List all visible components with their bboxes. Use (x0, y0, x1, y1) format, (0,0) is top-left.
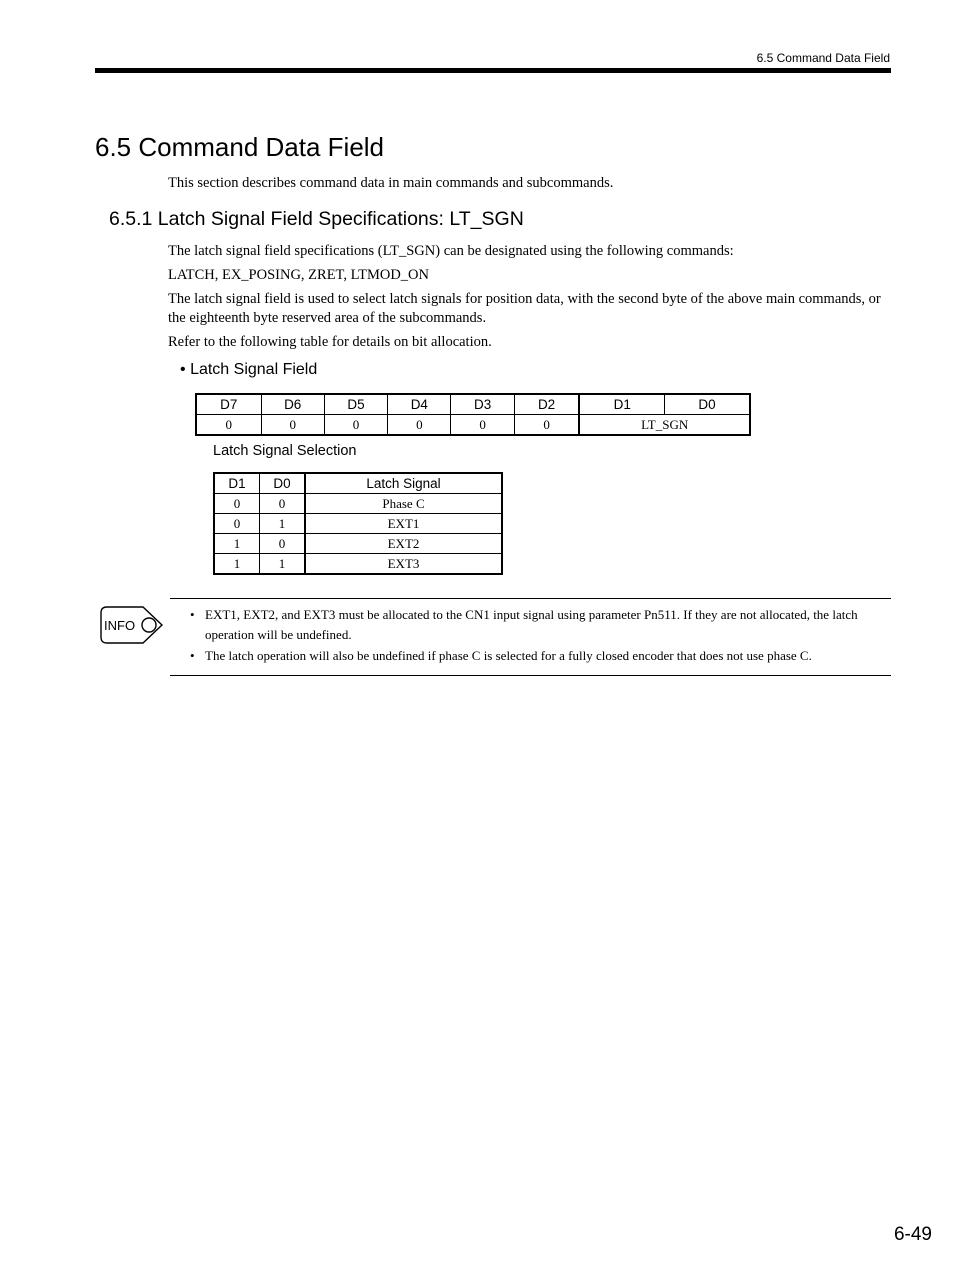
d1-cell: 0 (214, 514, 260, 534)
info-note-text: EXT1, EXT2, and EXT3 must be allocated to the CN1 input signal using parameter Pn511. If they are not allocated, the latch operation will be undefined. (205, 607, 858, 642)
bit-header-row (196, 394, 750, 415)
d0-cell: 0 (260, 534, 306, 554)
table-row (214, 554, 502, 575)
latch-field-heading-text: Latch Signal Field (190, 361, 318, 378)
latch-signal-cell: EXT1 (305, 514, 502, 534)
latch-field-heading (180, 361, 317, 379)
info-notes (190, 605, 890, 667)
page-number: 6-49 (893, 1224, 932, 1245)
paragraph-commands-intro: The latch signal field specifications (LT_SGN) can be designated using the following commands: (168, 243, 734, 259)
paragraph-latch-description: The latch signal field is used to select latch signals for position data, with the second byte of the above main commands, or the eighteenth byte reserved area of the subcommands. (168, 291, 881, 326)
info-note-text: The latch operation will also be undefined if phase C is selected for a fully closed encoder that does not use phase C. (205, 648, 812, 663)
d0-cell: 1 (260, 514, 306, 534)
list-item (190, 646, 890, 666)
table-row (214, 534, 502, 554)
list-item (190, 605, 890, 645)
bit-header-cell: D7 (196, 394, 261, 415)
bit-value-cell: 0 (324, 415, 387, 436)
running-header: 6.5 Command Data Field (756, 51, 890, 65)
bit-header-cell: D4 (388, 394, 451, 415)
latch-signal-selection-table (213, 472, 503, 575)
subsection-title: 6.5.1 Latch Signal Field Specifications: LT_SGN (109, 208, 524, 230)
paragraph-command-list: LATCH, EX_POSING, ZRET, LTMOD_ON (168, 267, 429, 283)
table-row (214, 494, 502, 514)
selection-header-cell: D1 (214, 473, 260, 494)
d1-cell: 1 (214, 554, 260, 575)
bit-value-cell: 0 (388, 415, 451, 436)
bit-value-cell: 0 (261, 415, 324, 436)
selection-header-cell: Latch Signal (305, 473, 502, 494)
latch-selection-caption: Latch Signal Selection (213, 443, 357, 459)
bullet: • (180, 361, 186, 378)
header-rule (95, 68, 891, 73)
d1-cell: 1 (214, 534, 260, 554)
bit-header-cell: D3 (451, 394, 514, 415)
bit-header-cell: D6 (261, 394, 324, 415)
bullet: • (190, 648, 195, 663)
info-top-rule (170, 598, 891, 599)
latch-signal-cell: EXT2 (305, 534, 502, 554)
bit-header-cell: D2 (514, 394, 579, 415)
bit-header-cell: D1 (579, 394, 664, 415)
d1-cell: 0 (214, 494, 260, 514)
section-title: 6.5 Command Data Field (95, 132, 385, 162)
paragraph-table-reference: Refer to the following table for details on bit allocation. (168, 334, 492, 350)
bit-value-row (196, 415, 750, 436)
d0-cell: 1 (260, 554, 306, 575)
selection-header-cell: D0 (260, 473, 306, 494)
info-icon-label: INFO (104, 618, 136, 633)
bit-value-cell: 0 (196, 415, 261, 436)
lt-sgn-cell: LT_SGN (579, 415, 750, 436)
bit-value-cell: 0 (514, 415, 579, 436)
info-bottom-rule (170, 675, 891, 676)
section-intro: This section describes command data in main commands and subcommands. (168, 175, 614, 191)
latch-signal-cell: Phase C (305, 494, 502, 514)
bit-header-cell: D0 (665, 394, 750, 415)
bit-header-cell: D5 (324, 394, 387, 415)
bullet: • (190, 607, 195, 622)
d0-cell: 0 (260, 494, 306, 514)
latch-signal-field-table (195, 393, 751, 436)
bit-value-cell: 0 (451, 415, 514, 436)
info-icon (99, 605, 165, 645)
selection-header-row (214, 473, 502, 494)
table-row (214, 514, 502, 534)
latch-signal-cell: EXT3 (305, 554, 502, 575)
